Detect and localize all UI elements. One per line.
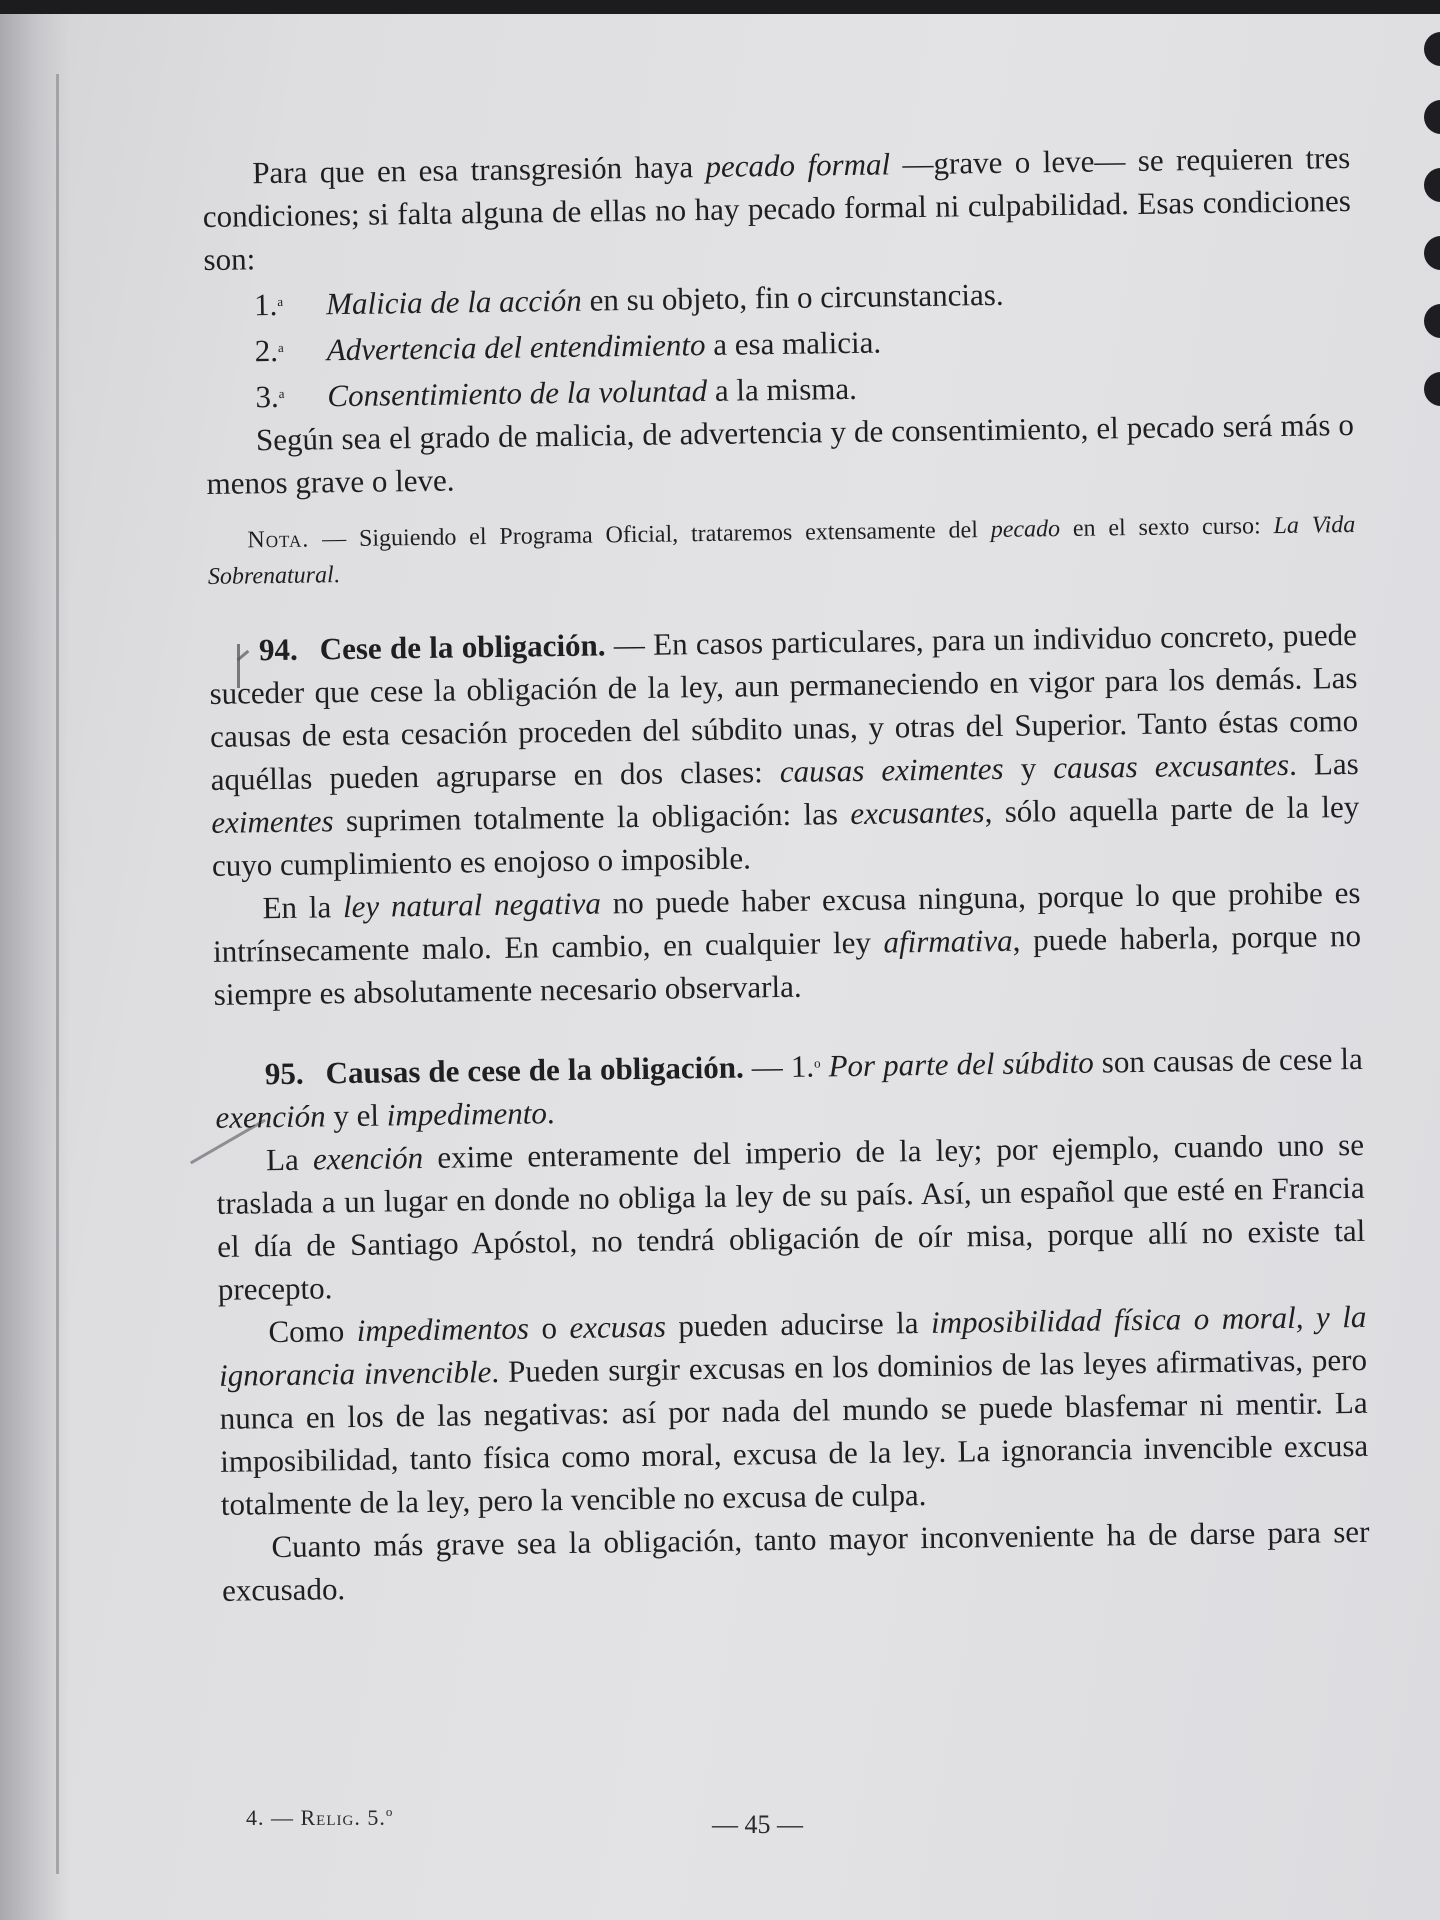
paragraph-conditions-intro: Para que en esa transgresión haya pecado formal —grave o leve— se requieren tres condiciones; si falta alguna de ellas no hay pecado formal ni culpabilidad. Esas condiciones son: [202,139,1352,277]
section-title: Causas de cese de la obligación. [325,1049,744,1091]
condition-item: 1.$^a$ Malicia de la acción en su objeto, fin o circunstancias. [253,276,1004,323]
page-text [202,136,1370,1612]
binder-ring [1424,32,1440,66]
note: Nota. — Siguiendo el Programa Oficial, trataremos extensamente del pecado en el sexto curso: La Vida Sobrenatural. [207,511,1356,590]
paragraph-impediments: Como impedimentos o excusas pueden aducirse la imposibilidad física o moral, y la ignorancia invencible. Pueden surgir excusas en los dominios de las leyes afirmativas, pero nunca en los de las negativas: así por nada del mundo se puede blasfemar ni mentir. La imposibilidad, tanto física como moral, excusa de la ley. La ignorancia invencible excusa totalmente de la ley, pero la vencible no excusa de culpa. [218,1298,1369,1522]
paragraph-exemption: La exención exime enteramente del imperio de la ley; por ejemplo, cuando uno se traslada a un lugar en donde no obliga la ley de su país. Así, un español que esté en Francia el día de Santiago Apóstol, no tendrá obligación de oír misa, porque allí no existe tal precepto. [216,1126,1366,1307]
binder-ring [1424,236,1440,270]
paragraph-gravity: Cuanto más grave sea la obligación, tanto mayor inconveniente ha de darse para ser excusado. [221,1513,1370,1608]
paragraph-degree: Según sea el grado de malicia, de advertencia y de consentimiento, el pecado será más o menos grave o leve. [206,406,1355,501]
page-footer [246,1804,1246,1844]
section-95: 95. Causas de cese de la obligación. — 1.$^o$ Por parte del súbdito son causas de cese la exención y el impedimento. [215,1040,1364,1135]
binding-shadow [0,14,70,1920]
binding-edge [56,74,59,1874]
page-number: — 45 — [712,1810,803,1839]
printer-signature: 4. — Relig. 5.$^o$ [246,1804,393,1830]
section-94: 94. Cese de la obligación. — En casos particulares, para un individuo concreto, puede suceder que cese la obligación de la ley, aun permaneciendo en vigor para los demás. Las causas de esta cesación proceden del súbdito unas, y otras del Superior. Tanto éstas como aquéllas pueden agruparse en dos clases: causas eximentes y causas excusantes. Las eximentes suprimen totalmente la obligación: las excusantes, sólo aquella parte de la ley cuyo cumplimiento es enojoso o imposible. [209,616,1360,883]
section-number: 94. [258,631,298,668]
section-number: 95. [264,1055,304,1092]
section-title: Cese de la obligación. [319,627,606,667]
binder-ring [1424,100,1440,134]
condition-item: 2.$^a$ Advertencia del entendimiento a esa malicia. [254,324,882,369]
binder-ring [1424,168,1440,202]
binder-ring [1424,304,1440,338]
binder-ring [1424,372,1440,406]
condition-item: 3.$^a$ Consentimiento de la voluntad a la misma. [255,370,858,415]
book-page [0,14,1440,1920]
paragraph-natural-law: En la ley natural negativa no puede haber excusa ninguna, porque lo que prohibe es intrínsecamente malo. En cambio, en cualquier ley afirmativa, puede haberla, porque no siempre es absolutamente necesario observarla. [212,874,1362,1012]
